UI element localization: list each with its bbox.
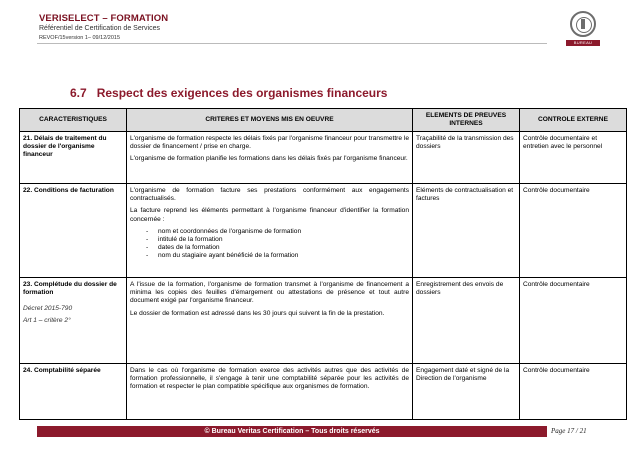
list-item: - nom et coordonnées de l'organisme de formation bbox=[146, 228, 409, 236]
criteria-paragraph: L'organisme de formation planifie les formations dans les délais fixés par l'organisme financeur. bbox=[130, 155, 408, 163]
characteristic-title: 24. Comptabilité séparée bbox=[23, 367, 101, 374]
characteristic-cell bbox=[20, 184, 127, 278]
characteristic-title: 23. Complétude du dossier de formation bbox=[23, 281, 117, 297]
criteria-paragraph: A l'issue de la formation, l'organisme de formation transmet à l'organisme de financement a minima les copies des feuilles d'émargement ou attestations de présence et tout autre document exigé par l'organisme financeur. bbox=[130, 281, 409, 305]
characteristic-title: 22. Conditions de facturation bbox=[23, 187, 114, 194]
criteria-cell bbox=[127, 132, 413, 184]
document-reference: REVOF/15version 1– 09/12/2015 bbox=[39, 35, 121, 41]
reference-line: Art 1 – critère 2° bbox=[23, 316, 71, 324]
header-criteria: CRITERES ET MOYENS MIS EN OEUVRE bbox=[127, 109, 413, 132]
requirements-table bbox=[19, 108, 627, 420]
table-header-row bbox=[20, 109, 627, 132]
evidence-cell: Eléments de contractualisation et factures bbox=[413, 184, 520, 278]
characteristic-cell bbox=[20, 132, 127, 184]
table-row bbox=[20, 184, 627, 278]
list-item: - intitulé de la formation bbox=[146, 236, 409, 244]
list-item: - nom du stagiaire ayant bénéficié de la formation bbox=[146, 252, 409, 260]
evidence-cell: Engagement daté et signé de la Direction de l'organisme bbox=[413, 364, 520, 420]
document-title: VERISELECT – FORMATION bbox=[39, 13, 169, 24]
footer-copyright: © Bureau Veritas Certification – Tous droits réservés bbox=[204, 428, 380, 435]
seal-icon bbox=[570, 11, 596, 37]
evidence-cell: Enregistrement des envois de dossiers bbox=[413, 278, 520, 364]
criteria-paragraph: Dans le cas où l'organisme de formation exerce des activités autres que des activités de formation professionnelle, il s'engage à tenir une comptabilité séparée pour les activités de formation et respecter le plan compatible spécifique aux organismes de formation. bbox=[130, 367, 409, 391]
evidence-cell: Traçabilité de la transmission des dossiers bbox=[413, 132, 520, 184]
header-evidence: ELEMENTS DE PREUVES INTERNES bbox=[413, 109, 520, 132]
section-heading bbox=[70, 86, 397, 100]
footer-bar bbox=[37, 426, 547, 437]
characteristic-cell bbox=[20, 364, 127, 420]
external-control-cell: Contrôle documentaire bbox=[520, 184, 627, 278]
page-number: Page 17 / 21 bbox=[551, 427, 587, 435]
criteria-cell bbox=[127, 184, 413, 278]
criteria-paragraph: Le dossier de formation est adressé dans les 30 jours qui suivent la fin de la prestation. bbox=[130, 309, 385, 317]
characteristic-cell bbox=[20, 278, 127, 364]
table-row bbox=[20, 132, 627, 184]
criteria-paragraph: L'organisme de formation facture ses prestations conformément aux engagements contractualisés. bbox=[130, 187, 409, 203]
invoice-elements-list bbox=[146, 228, 409, 261]
criteria-paragraph: La facture reprend les éléments permettant à l'organisme financeur d'identifier la formation concernée : bbox=[130, 207, 409, 223]
table-row bbox=[20, 364, 627, 420]
document-subtitle: Référentiel de Certification de Services bbox=[39, 25, 161, 32]
external-control-cell: Contrôle documentaire bbox=[520, 364, 627, 420]
characteristic-title: 21. Délais de traitement du dossier de l'organisme financeur bbox=[23, 135, 107, 159]
header-external-control: CONTROLE EXTERNE bbox=[520, 109, 627, 132]
regulatory-reference bbox=[23, 305, 123, 324]
section-number: 6.7 bbox=[70, 86, 87, 100]
section-title: Respect des exigences des organismes financeurs bbox=[96, 86, 388, 100]
list-item: - dates de la formation bbox=[146, 244, 409, 252]
criteria-cell bbox=[127, 278, 413, 364]
table-row bbox=[20, 278, 627, 364]
criteria-cell bbox=[127, 364, 413, 420]
header-divider bbox=[37, 43, 547, 44]
external-control-cell: Contrôle documentaire bbox=[520, 278, 627, 364]
reference-line: Décret 2015-790 bbox=[23, 305, 73, 313]
header-characteristics: CARACTERISTIQUES bbox=[20, 109, 127, 132]
external-control-cell: Contrôle documentaire et entretien avec le personnel bbox=[520, 132, 627, 184]
logo-wordmark: BUREAU VERITAS bbox=[566, 40, 600, 46]
criteria-paragraph: L'organisme de formation respecte les délais fixés par l'organisme financeur pour transmettre le dossier de financement / prise en charge. bbox=[130, 135, 409, 151]
bureau-veritas-logo bbox=[566, 11, 600, 49]
